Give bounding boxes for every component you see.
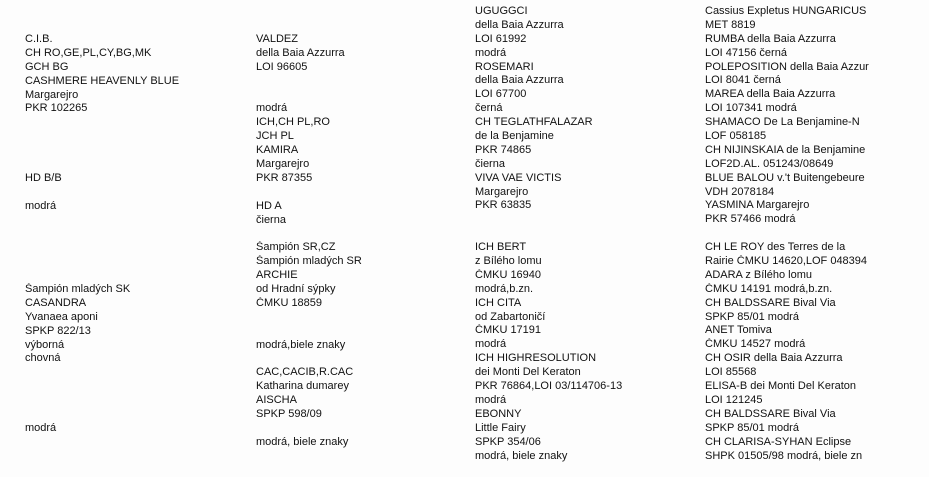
- pedigree-column-grandparents: [256, 33, 456, 450]
- pedigree-line: CAC,CACIB,R.CAC: [256, 366, 354, 379]
- pedigree-line: BLUE BALOU v.'t Buitengebeure: [705, 171, 865, 184]
- pedigree-line: modrá: [475, 393, 507, 406]
- pedigree-line: CASANDRA: [25, 296, 87, 309]
- pedigree-line: CH RO,GE,PL,CY,BG,MK: [25, 46, 152, 59]
- pedigree-line: LOI 47156 černá: [705, 46, 787, 59]
- pedigree-column-great-great-grandparents: [705, 5, 927, 463]
- pedigree-line: GCH BG: [25, 60, 69, 73]
- pedigree-line: HD A: [256, 199, 282, 212]
- pedigree-line: LOI 107341 modrá: [705, 102, 797, 115]
- pedigree-line: modrá: [475, 46, 507, 59]
- pedigree-line: AISCHA: [256, 394, 297, 407]
- pedigree-line: JCH PL: [256, 130, 294, 143]
- pedigree-line: čierna: [256, 213, 286, 226]
- pedigree-line: della Baia Azzurra: [475, 18, 564, 31]
- pedigree-line: modrá,b.zn.: [475, 282, 534, 295]
- pedigree-line: PKR 76864,LOI 03/114706-13: [475, 380, 623, 393]
- pedigree-line: LOF 058185: [705, 130, 767, 143]
- pedigree-line: CASHMERE HEAVENLY BLUE: [25, 74, 180, 87]
- pedigree-line: [705, 227, 927, 241]
- pedigree-line: [25, 269, 240, 283]
- pedigree-line: [256, 89, 456, 103]
- pedigree-line: CH BALDSSARE Bival Via: [705, 407, 836, 420]
- pedigree-line: de la Benjamine: [475, 130, 554, 143]
- pedigree-line: SHPK 01505/98 modrá, biele zn: [705, 449, 863, 462]
- pedigree-line: PKR 102265: [25, 102, 88, 115]
- pedigree-line: ICH CITA: [475, 296, 522, 309]
- pedigree-line: od Hradní sýpky: [256, 283, 336, 296]
- pedigree-line: Šampión mladých SK: [25, 283, 131, 296]
- pedigree-line: ICH HIGHRESOLUTION: [475, 352, 597, 365]
- pedigree-line: chovná: [25, 352, 61, 365]
- pedigree-line: ARCHIE: [256, 269, 298, 282]
- pedigree-line: [475, 213, 695, 227]
- pedigree-line: PKR 57466 modrá: [705, 213, 796, 226]
- pedigree-line: ICH,CH PL,RO: [256, 116, 330, 129]
- pedigree-line: VIVA VAE VICTIS: [475, 171, 562, 184]
- pedigree-line: Margarejro: [256, 158, 310, 171]
- pedigree-line: Cassius Expletus HUNGARICUS: [705, 5, 867, 17]
- pedigree-line: VALDEZ: [256, 33, 298, 45]
- pedigree-line: PKR 74865: [475, 143, 532, 156]
- pedigree-line: ICH BERT: [475, 241, 527, 254]
- pedigree-line: UGUGGCI: [475, 5, 528, 17]
- pedigree-column-great-grandparents: [475, 5, 695, 463]
- pedigree-line: PKR 63835: [475, 199, 532, 212]
- pedigree-line: ČMKU 16940: [475, 268, 542, 281]
- pedigree-line: CH OSIR della Baia Azzurra: [705, 352, 843, 365]
- pedigree-line: [25, 158, 240, 172]
- pedigree-line: LOI 67700: [475, 88, 527, 101]
- pedigree-line: modrá,biele znaky: [256, 338, 346, 351]
- pedigree-line: CH NIJINSKAIA de la Benjamine: [705, 143, 866, 156]
- pedigree-line: LOI 85568: [705, 366, 757, 379]
- pedigree-line: HD B/B: [25, 171, 62, 184]
- pedigree-column-parent: [25, 33, 240, 436]
- pedigree-line: ADARA z Bílého lomu: [705, 268, 812, 281]
- pedigree-line: od Zabartoničí: [475, 310, 546, 323]
- pedigree-line: [25, 144, 240, 158]
- pedigree-line: Little Fairy: [475, 421, 526, 434]
- pedigree-line: C.I.B.: [25, 33, 53, 45]
- pedigree-line: LOI 121245: [705, 393, 763, 406]
- pedigree-line: modrá: [25, 199, 57, 212]
- pedigree-line: SPKP 598/09: [256, 408, 322, 421]
- pedigree-line: Katharina dumarey: [256, 380, 349, 393]
- pedigree-line: [25, 255, 240, 269]
- pedigree-line: Šampión SR,CZ: [256, 241, 336, 254]
- pedigree-line: SPKP 354/06: [475, 435, 541, 448]
- pedigree-line: della Baia Azzurra: [256, 46, 345, 59]
- pedigree-line: [25, 408, 240, 422]
- pedigree-line: modrá: [475, 338, 507, 351]
- pedigree-line: černá: [475, 102, 503, 115]
- pedigree-line: [25, 186, 240, 200]
- pedigree-line: z Bílého lomu: [475, 255, 542, 268]
- pedigree-line: ROSEMARI: [475, 60, 534, 73]
- pedigree-line: Margarejro: [475, 185, 529, 198]
- pedigree-line: SPKP 822/13: [25, 324, 91, 337]
- pedigree-line: [25, 380, 240, 394]
- pedigree-line: RUMBA della Baia Azzurra: [705, 32, 836, 45]
- pedigree-line: LOI 96605: [256, 60, 308, 73]
- pedigree-line: [25, 394, 240, 408]
- pedigree-line: [25, 116, 240, 130]
- pedigree-line: dei Monti Del Keraton: [475, 366, 581, 379]
- pedigree-line: SPKP 85/01 modrá: [705, 310, 799, 323]
- pedigree-line: Šampión mladých SR: [256, 255, 362, 268]
- pedigree-line: Yvanaea aponi: [25, 310, 98, 323]
- pedigree-line: ELISA-B dei Monti Del Keraton: [705, 380, 857, 393]
- pedigree-line: YASMINA Margarejro: [705, 199, 810, 212]
- pedigree-line: CH BALDSSARE Bival Via: [705, 296, 836, 309]
- pedigree-line: modrá: [25, 421, 57, 434]
- pedigree-line: LOI 61992: [475, 32, 527, 45]
- pedigree-line: modrá, biele znaky: [256, 435, 349, 448]
- pedigree-line: čierna: [475, 157, 505, 170]
- pedigree-line: modrá, biele znaky: [475, 449, 568, 462]
- pedigree-line: [256, 75, 456, 89]
- pedigree-line: [256, 186, 456, 200]
- pedigree-line: LOF2D.AL. 051243/08649: [705, 157, 834, 170]
- pedigree-line: KAMIRA: [256, 144, 299, 157]
- pedigree-line: [25, 227, 240, 241]
- pedigree-line: ČMKU 14191 modrá,b.zn.: [705, 282, 833, 295]
- pedigree-line: [25, 366, 240, 380]
- pedigree-line: modrá: [256, 102, 288, 115]
- pedigree-line: MET 8819: [705, 18, 756, 31]
- pedigree-line: SHAMACO De La Benjamine-N: [705, 116, 860, 129]
- pedigree-line: [256, 422, 456, 436]
- pedigree-line: LOI 8041 černá: [705, 74, 781, 87]
- pedigree-line: [25, 241, 240, 255]
- pedigree-line: ČMKU 18859: [256, 296, 323, 309]
- pedigree-line: VDH 2078184: [705, 185, 775, 198]
- pedigree-line: Margarejro: [25, 88, 79, 101]
- pedigree-line: [256, 227, 456, 241]
- pedigree-line: CH TEGLATHFALAZAR: [475, 116, 593, 129]
- pedigree-line: MAREA della Baia Azzurra: [705, 88, 836, 101]
- pedigree-line: CH CLARISA-SYHAN Eclipse: [705, 435, 852, 448]
- pedigree-line: della Baia Azzurra: [475, 74, 564, 87]
- pedigree-line: [25, 214, 240, 228]
- pedigree-line: [256, 311, 456, 325]
- pedigree-line: CH LE ROY des Terres de la: [705, 241, 846, 254]
- pedigree-line: ČMKU 14527 modrá: [705, 338, 806, 351]
- pedigree-line: [256, 325, 456, 339]
- pedigree-line: ANET Tomiva: [705, 324, 772, 337]
- pedigree-line: [256, 352, 456, 366]
- pedigree-line: EBONNY: [475, 407, 522, 420]
- pedigree-line: POLEPOSITION della Baia Azzur: [705, 60, 869, 73]
- pedigree-line: [25, 130, 240, 144]
- pedigree-line: SPKP 85/01 modrá: [705, 421, 799, 434]
- pedigree-line: výborná: [25, 338, 65, 351]
- pedigree-line: [475, 227, 695, 241]
- ink-mark: [598, 398, 620, 408]
- pedigree-line: ČMKU 17191: [475, 324, 542, 337]
- pedigree-line: PKR 87355: [256, 171, 313, 184]
- pedigree-line: Rairie ČMKU 14620,LOF 048394: [705, 255, 868, 268]
